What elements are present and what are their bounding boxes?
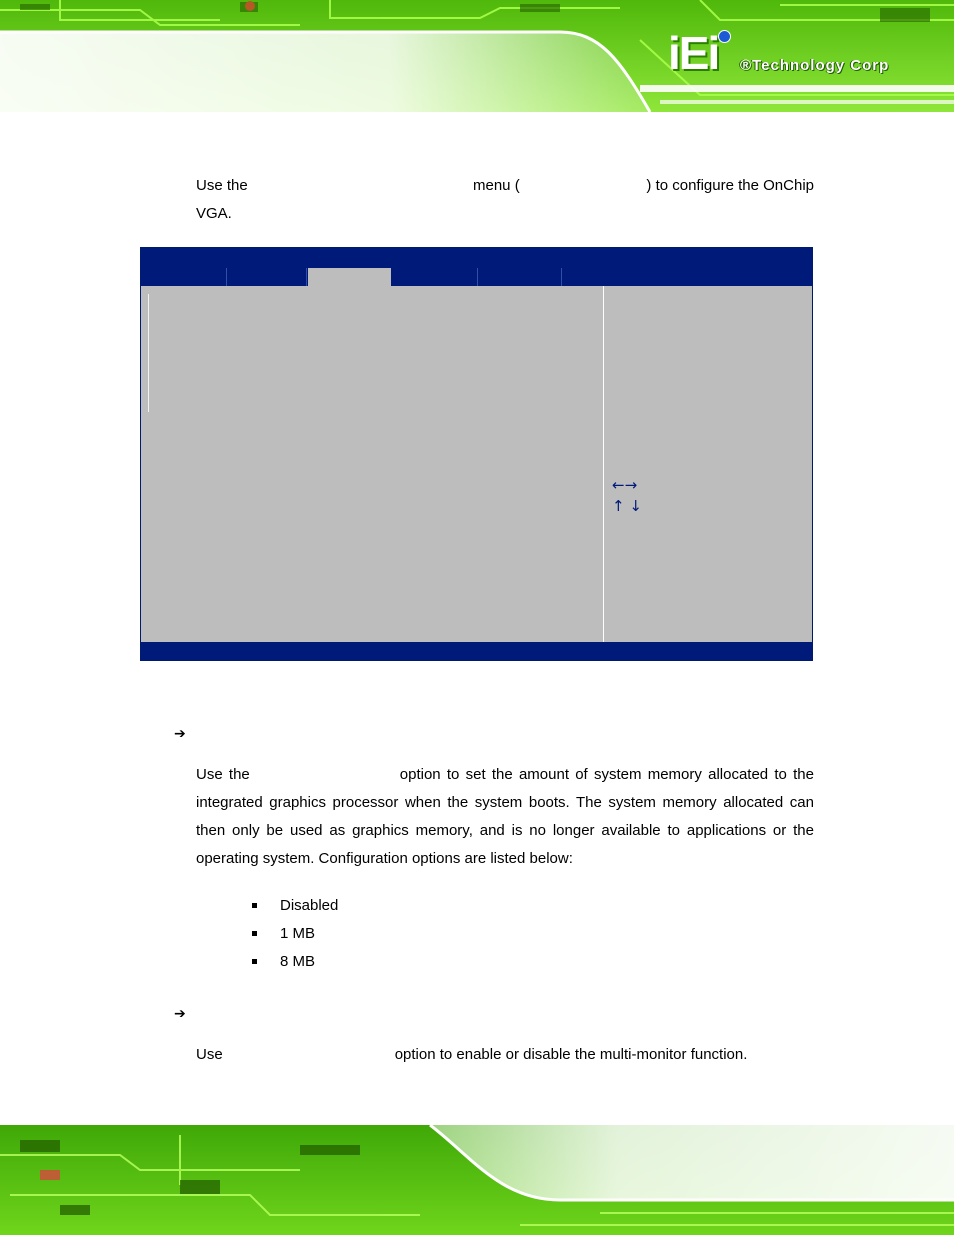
intro-text-2: menu ( — [473, 177, 520, 194]
bios-tab-4[interactable] — [391, 268, 478, 286]
arrow-icon: ➔ — [174, 726, 186, 742]
intro-text-3: ) to configure the OnChip — [646, 177, 814, 194]
arrow-icon: ➔ — [174, 1006, 186, 1022]
footer-banner — [0, 1125, 954, 1235]
bios-menu-bar — [141, 268, 812, 286]
list-item — [252, 948, 338, 976]
bios-tab-2[interactable] — [226, 268, 307, 286]
section-1-text-a: Use the — [196, 766, 250, 783]
bios-left-rule — [148, 294, 149, 412]
intro-text-1: Use the — [196, 177, 248, 194]
bios-select-screen-keys: ←→ — [612, 476, 638, 494]
bios-select-item-keys: ↑ ↓ — [612, 497, 642, 515]
logo-dot-icon — [718, 30, 731, 43]
bullet-icon — [252, 959, 257, 964]
intro-text-4: VGA. — [196, 205, 232, 222]
option-8mb: 8 MB — [280, 953, 316, 970]
bios-help-pane — [604, 286, 812, 642]
section-2-text-b: option to enable or disable the multi-monitor function. — [394, 1046, 748, 1063]
list-item — [252, 892, 338, 920]
option-1mb: 1 MB — [280, 925, 316, 942]
bullet-icon — [252, 903, 257, 908]
section-2-paragraph — [196, 1041, 814, 1069]
list-item — [252, 920, 338, 948]
intro-paragraph — [196, 172, 814, 228]
bios-status-bar — [141, 642, 812, 660]
bullet-icon — [252, 931, 257, 936]
bios-main-pane — [141, 286, 604, 642]
bios-title-bar — [141, 248, 812, 268]
logo-mark: iEi — [668, 27, 719, 79]
company-logo — [668, 27, 928, 80]
bios-screen — [140, 247, 813, 661]
bios-tab-6[interactable] — [561, 268, 641, 286]
circuit-board-graphic — [0, 1125, 954, 1235]
section-1-paragraph — [196, 761, 814, 873]
section-2-text-a: Use — [196, 1046, 223, 1063]
header-banner — [0, 0, 954, 112]
bios-tab-chipset-active[interactable] — [308, 268, 391, 286]
section-1-text-b: option to set the amount of system memory allocated to the integrated graphics processor when the system boots. The system memory allocated can then only be used as graphics memory, and is no longer available to applications or the operating system. Configuration options are listed below: — [196, 766, 814, 867]
bios-tab-5[interactable] — [477, 268, 562, 286]
option-list — [252, 892, 338, 976]
option-disabled: Disabled — [280, 897, 339, 914]
bios-tab-1[interactable] — [141, 268, 227, 286]
company-name: ®Technology Corp — [740, 57, 890, 74]
